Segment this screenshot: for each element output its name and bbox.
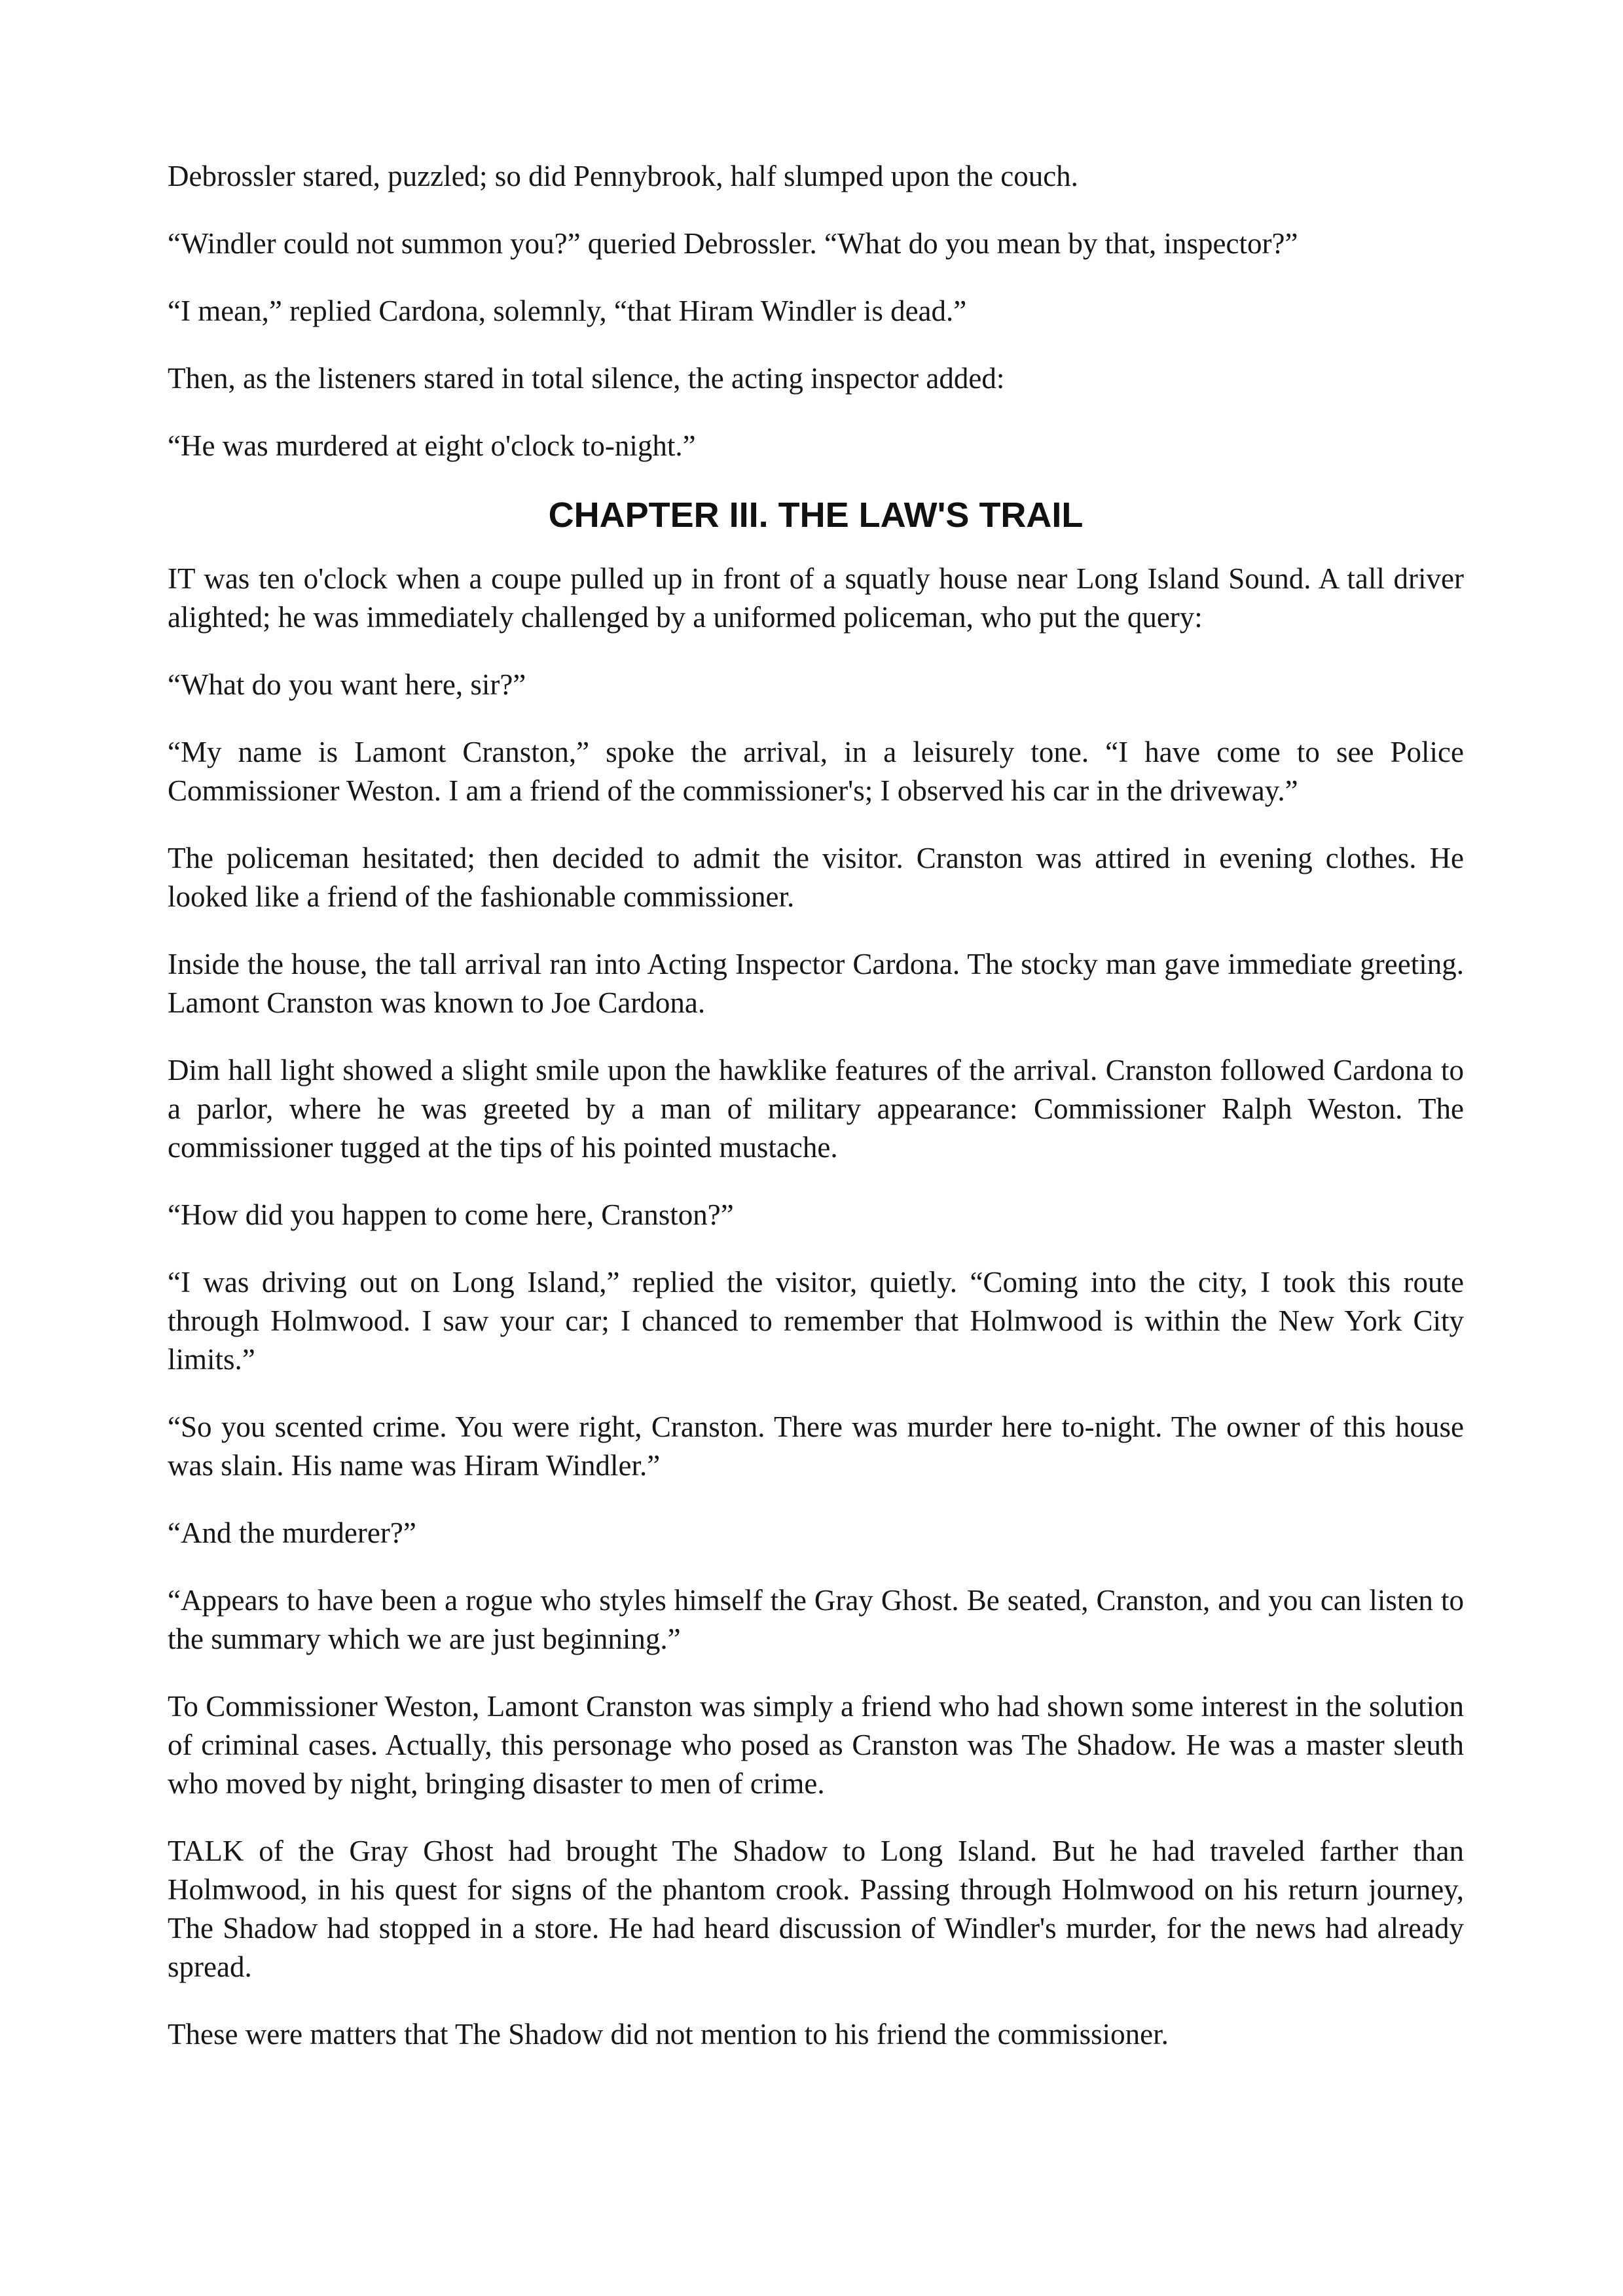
paragraph: “Windler could not summon you?” queried Debrossler. “What do you mean by that, inspector?” (168, 227, 1298, 260)
paragraph: Inside the house, the tall arrival ran into Acting Inspector Cardona. The stocky man gave immediate greeting. Lamont Cranston was known to Joe Cardona. (168, 948, 1464, 1019)
paragraph: “So you scented crime. You were right, Cranston. There was murder here to-night. The owner of this house was slain. His name was Hiram Windler.” (168, 1410, 1464, 1482)
document-page (168, 157, 1464, 2083)
paragraph: “What do you want here, sir?” (168, 668, 526, 701)
paragraph: Dim hall light showed a slight smile upon the hawklike features of the arrival. Cranston followed Cardona to a parlor, where he was greeted by a man of military appearance: Commissioner Ralph Weston. The commissioner tugged at the tips of his pointed mustache. (168, 1054, 1464, 1164)
paragraph: TALK of the Gray Ghost had brought The Shadow to Long Island. But he had traveled farther than Holmwood, in his quest for signs of the phantom crook. Passing through Holmwood on his return journey, The Shadow had stopped in a store. He had heard discussion of Windler's murder, for the news had already spread. (168, 1835, 1464, 1983)
paragraph: Debrossler stared, puzzled; so did Pennybrook, half slumped upon the couch. (168, 160, 1078, 192)
paragraph: “How did you happen to come here, Cranston?” (168, 1198, 734, 1231)
paragraph: “My name is Lamont Cranston,” spoke the arrival, in a leisurely tone. “I have come to see Police Commissioner Weston. I am a friend of the commissioner's; I observed his car in the driveway.” (168, 736, 1464, 807)
paragraph: “I was driving out on Long Island,” replied the visitor, quietly. “Coming into the city, I took this route through Holmwood. I saw your car; I chanced to remember that Holmwood is within the New York City limits.” (168, 1266, 1464, 1376)
paragraph: To Commissioner Weston, Lamont Cranston was simply a friend who had shown some interest in the solution of criminal cases. Actually, this personage who posed as Cranston was The Shadow. He was a master sleuth who moved by night, bringing disaster to men of crime. (168, 1690, 1464, 1800)
paragraph: “Appears to have been a rogue who styles himself the Gray Ghost. Be seated, Cranston, and you can listen to the summary which we are just beginning.” (168, 1584, 1464, 1655)
paragraph: “He was murdered at eight o'clock to-night.” (168, 429, 696, 462)
chapter-title: CHAPTER III. THE LAW'S TRAIL (548, 495, 1084, 535)
paragraph: “And the murderer?” (168, 1516, 416, 1549)
paragraph: Then, as the listeners stared in total silence, the acting inspector added: (168, 362, 1005, 395)
paragraph: IT was ten o'clock when a coupe pulled up in front of a squatly house near Long Island Sound. A tall driver alighted; he was immediately challenged by a uniformed policeman, who put the query: (168, 562, 1464, 634)
paragraph: These were matters that The Shadow did not mention to his friend the commissioner. (168, 2018, 1169, 2051)
paragraph: “I mean,” replied Cardona, solemnly, “that Hiram Windler is dead.” (168, 295, 967, 327)
paragraph: The policeman hesitated; then decided to admit the visitor. Cranston was attired in evening clothes. He looked like a friend of the fashionable commissioner. (168, 842, 1464, 913)
